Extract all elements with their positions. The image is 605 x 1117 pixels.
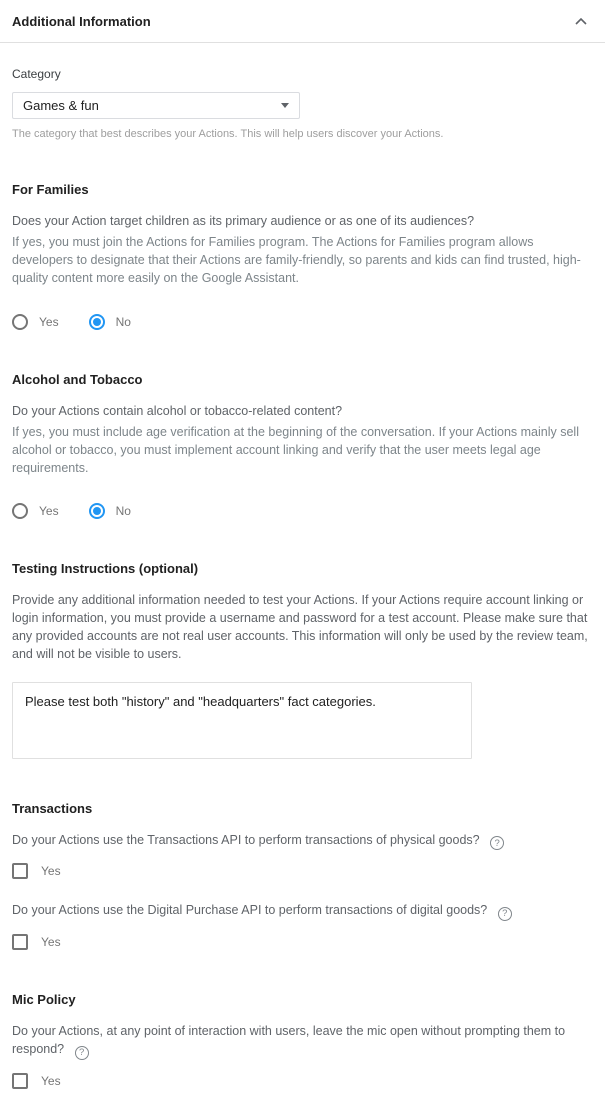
for-families-radio-group — [12, 314, 593, 330]
mic-policy-section — [12, 992, 593, 1089]
category-label: Category — [12, 67, 61, 81]
panel-title: Additional Information — [12, 13, 151, 29]
testing-instructions-textarea[interactable] — [12, 682, 472, 759]
help-icon[interactable]: ? — [498, 907, 512, 921]
radio-icon — [12, 314, 28, 330]
alcohol-tobacco-radio-group — [12, 503, 593, 519]
checkbox-label: Yes — [41, 864, 61, 879]
checkbox-icon — [12, 934, 28, 950]
header-divider — [0, 42, 605, 43]
radio-icon — [89, 314, 105, 330]
alcohol-tobacco-section — [12, 372, 593, 520]
transactions-section — [12, 801, 593, 951]
for-families-radio-yes[interactable] — [12, 314, 59, 330]
help-icon[interactable]: ? — [75, 1046, 89, 1060]
transactions-digital-checkbox[interactable] — [12, 934, 593, 950]
testing-instructions-description: Provide any additional information needed to test your Actions. If your Actions require account linking or login information, you must provide a username and password for a test account. Please make sure that any provided accounts are not real user accounts. This information will only be used by the review team, and will not be visible to users. — [12, 593, 588, 662]
mic-policy-checkbox[interactable] — [12, 1073, 593, 1089]
alcohol-tobacco-radio-no[interactable] — [89, 503, 131, 519]
for-families-title: For Families — [12, 182, 89, 197]
transactions-question-digital — [12, 901, 593, 921]
radio-label: No — [115, 504, 131, 518]
radio-label: Yes — [39, 314, 59, 329]
question-text: Do your Actions use the Digital Purchase API to perform transactions of digital goods? — [12, 903, 488, 918]
checkbox-label: Yes — [41, 1073, 61, 1088]
dropdown-caret-icon — [281, 103, 289, 108]
alcohol-tobacco-question: Do your Actions contain alcohol or tobacco-related content? — [12, 403, 343, 418]
alcohol-tobacco-description: If yes, you must include age verification at the beginning of the conversation. If your Actions mainly sell alcohol or tobacco, you must implement account linking and verify that the user meets legal age requirements. — [12, 424, 579, 475]
mic-policy-question — [12, 1022, 593, 1060]
testing-instructions-section — [12, 561, 593, 759]
transactions-title: Transactions — [12, 800, 93, 816]
radio-label: No — [115, 314, 131, 329]
for-families-section — [12, 182, 593, 330]
checkbox-icon — [12, 1073, 28, 1089]
testing-instructions-title: Testing Instructions (optional) — [12, 561, 199, 576]
question-text: Do your Actions, at any point of interaction with users, leave the mic open without prompting them to respond? — [12, 1024, 566, 1057]
category-helper-text: The category that best describes your Actions. This will help users discover your Actions. — [12, 128, 444, 140]
panel-header[interactable] — [12, 0, 593, 42]
transactions-physical-checkbox[interactable] — [12, 863, 593, 879]
radio-icon — [12, 503, 28, 519]
category-select[interactable] — [12, 92, 300, 119]
category-selected-value: Games & fun — [23, 98, 99, 113]
for-families-question: Does your Action target children as its primary audience or as one of its audiences? — [12, 214, 475, 228]
collapse-chevron-icon[interactable] — [569, 14, 593, 29]
transactions-question-physical — [12, 831, 593, 851]
alcohol-tobacco-radio-yes[interactable] — [12, 503, 59, 519]
radio-icon — [89, 503, 105, 519]
for-families-description: If yes, you must join the Actions for Families program. The Actions for Families program allows developers to designate that their Actions are family-friendly, so parents and kids can find trusted, high-quality content more easily on the Google Assistant. — [12, 235, 581, 286]
question-text: Do your Actions use the Transactions API to perform transactions of physical goods? — [12, 832, 480, 847]
help-icon[interactable]: ? — [490, 836, 504, 850]
mic-policy-title: Mic Policy — [12, 992, 76, 1007]
category-field — [12, 67, 593, 140]
checkbox-label: Yes — [41, 935, 61, 949]
alcohol-tobacco-title: Alcohol and Tobacco — [12, 371, 143, 387]
for-families-radio-no[interactable] — [89, 314, 131, 330]
checkbox-icon — [12, 863, 28, 879]
radio-label: Yes — [39, 504, 59, 518]
